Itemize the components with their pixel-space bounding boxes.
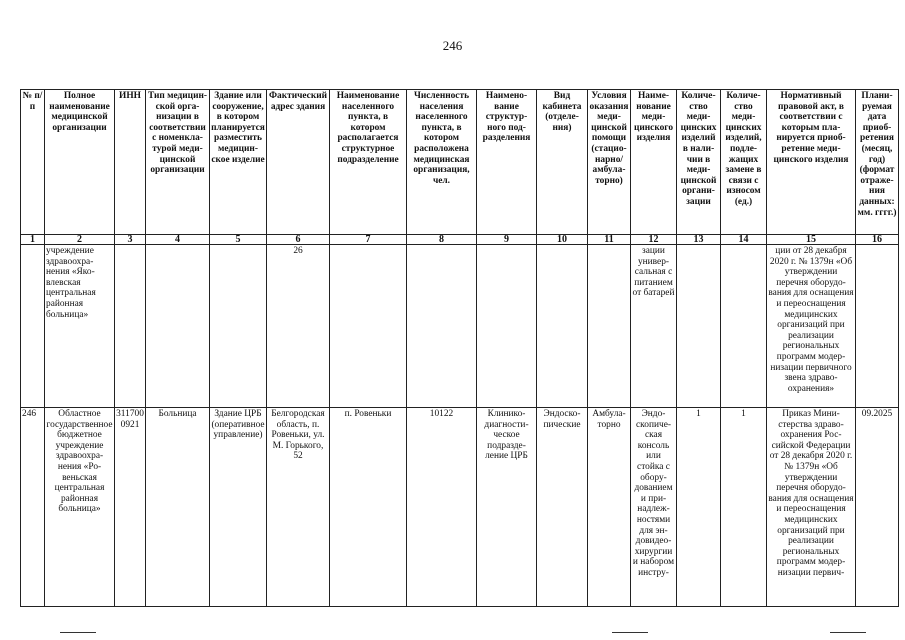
cell-type: Больница	[146, 408, 210, 607]
cell-subdivision	[477, 245, 537, 408]
header-cell: № п/п	[21, 90, 45, 235]
cell-building	[210, 245, 267, 408]
column-number: 1	[21, 235, 45, 245]
cell-date: 09.2025	[856, 408, 899, 607]
cell-qty-replace	[721, 245, 767, 408]
cell-qty-replace: 1	[721, 408, 767, 607]
header-row	[21, 90, 899, 235]
cell-settlement: п. Ровеньки	[330, 408, 407, 607]
cell-conditions: Амбулаторно	[588, 408, 631, 607]
cell-date	[856, 245, 899, 408]
scan-mark	[830, 632, 866, 633]
cell-address: 26	[267, 245, 330, 408]
cell-conditions	[588, 245, 631, 408]
column-number: 12	[631, 235, 677, 245]
cell-cabinet	[537, 245, 588, 408]
cell-type	[146, 245, 210, 408]
header-cell: Тип медицинской организации в соответствии с номенклатурой медицинской организации	[146, 90, 210, 235]
column-number: 13	[677, 235, 721, 245]
header-cell: Вид кабинета (отделения)	[537, 90, 588, 235]
column-number: 15	[767, 235, 856, 245]
cell-qty-available: 1	[677, 408, 721, 607]
cell-num: 246	[21, 408, 45, 607]
cell-device: Эндоскопическая консоль или стойка с оборудованием и принадлежностями для эндовидеохирургии и набором инстру-	[631, 408, 677, 607]
table-row	[21, 408, 899, 607]
column-number-row	[21, 235, 899, 245]
column-number: 2	[45, 235, 115, 245]
column-number: 6	[267, 235, 330, 245]
column-number: 16	[856, 235, 899, 245]
cell-settlement	[330, 245, 407, 408]
column-number: 5	[210, 235, 267, 245]
cell-population	[407, 245, 477, 408]
cell-cabinet: Эндоскопические	[537, 408, 588, 607]
header-cell: Численность населения населенного пункта, в котором расположена медицинская организация, чел.	[407, 90, 477, 235]
cell-device: зации универсальная с питанием от батарей	[631, 245, 677, 408]
column-number: 8	[407, 235, 477, 245]
column-number: 14	[721, 235, 767, 245]
cell-qty-available	[677, 245, 721, 408]
header-cell: Условия оказания медицинской помощи (стационарно/ амбулаторно)	[588, 90, 631, 235]
cell-subdivision: Клинико-диагностическое подразделение ЦРБ	[477, 408, 537, 607]
cell-building: Здание ЦРБ (оперативное управление)	[210, 408, 267, 607]
column-number: 11	[588, 235, 631, 245]
header-cell: Полное наименование медицинской организации	[45, 90, 115, 235]
column-number: 4	[146, 235, 210, 245]
column-number: 7	[330, 235, 407, 245]
header-cell: Наименование структурного подразделения	[477, 90, 537, 235]
scan-mark	[612, 632, 648, 633]
cell-inn: 311700 0921	[115, 408, 146, 607]
header-cell: Наименование населенного пункта, в котором располагается структурное подразделение	[330, 90, 407, 235]
header-cell: Наименование медицинского изделия	[631, 90, 677, 235]
cell-act: Приказ Министерства здравоохранения Российской Федерации от 28 декабря 2020 г. № 1379н «Об утверждении перечня оборудования для оснащения и переоснащения медицинских организаций при реализации региональных программ модернизации первич-	[767, 408, 856, 607]
header-cell: Планируемая дата приобретения (месяц, год) (формат отражения данных: мм. гггг.)	[856, 90, 899, 235]
header-cell: Здание или сооружение, в котором планируется разместить медицинское изделие	[210, 90, 267, 235]
header-cell: ИНН	[115, 90, 146, 235]
column-number: 10	[537, 235, 588, 245]
header-cell: Количество медицинских изделий, подлежащих замене в связи с износом (ед.)	[721, 90, 767, 235]
scan-mark	[60, 632, 96, 633]
cell-org: учреждение здравоохранения «Яковлевская центральная районная больница»	[45, 245, 115, 408]
column-number: 3	[115, 235, 146, 245]
header-cell: Количество медицинских изделий в наличии в медицинской организации	[677, 90, 721, 235]
cell-inn	[115, 245, 146, 408]
equipment-table	[20, 89, 899, 607]
cell-act: ции от 28 декабря 2020 г. № 1379н «Об утверждении перечня оборудования для оснащения и переоснащения медицинских организаций при реализации региональных программ модернизации первичного звена здравоохранения»	[767, 245, 856, 408]
page-number: 246	[442, 38, 463, 53]
header-cell: Фактический адрес здания	[267, 90, 330, 235]
cell-population: 10122	[407, 408, 477, 607]
cell-address: Белгородская область, п. Ровеньки, ул. М. Горького, 52	[267, 408, 330, 607]
header-cell: Нормативный правовой акт, в соответствии с которым планируется приобретение медицинского изделия	[767, 90, 856, 235]
cell-org: Областное государственное бюджетное учреждение здравоохранения «Ровеньская центральная районная больница»	[45, 408, 115, 607]
cell-num	[21, 245, 45, 408]
column-number: 9	[477, 235, 537, 245]
table-row	[21, 245, 899, 408]
